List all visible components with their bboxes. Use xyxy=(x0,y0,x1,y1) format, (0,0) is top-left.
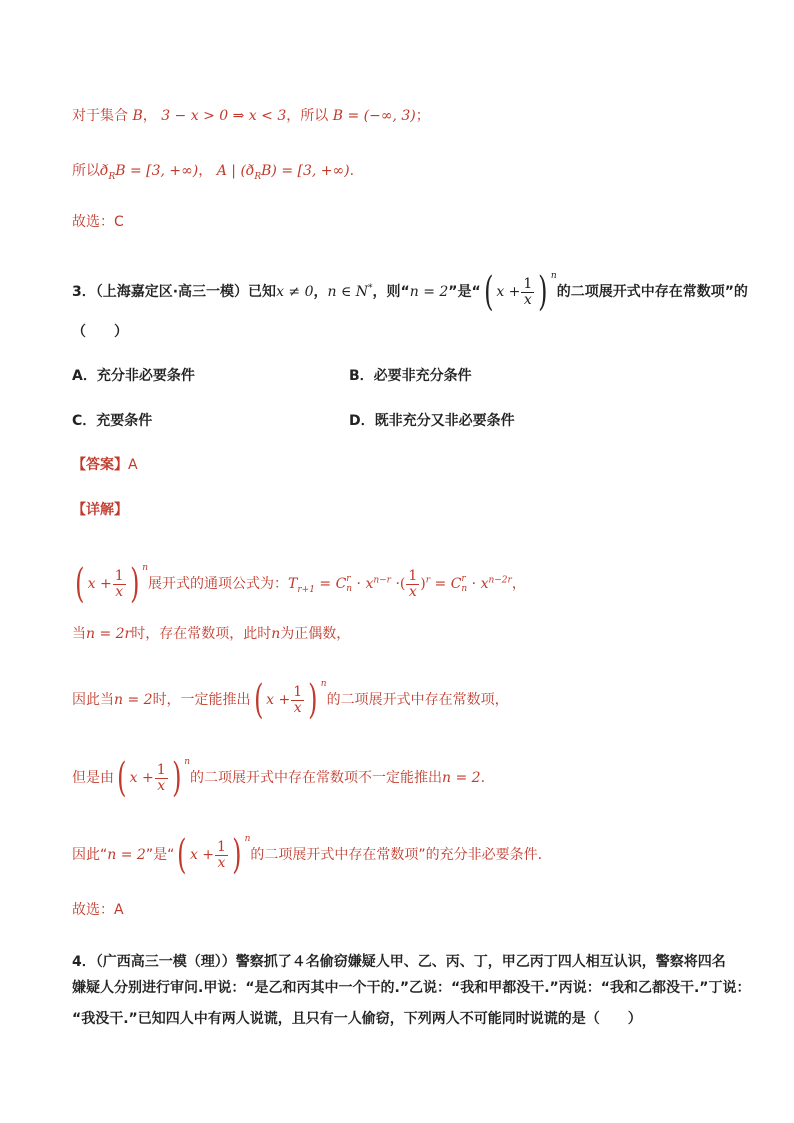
text: 当 xyxy=(72,626,86,642)
numerator: 1 xyxy=(523,275,533,292)
denominator: x xyxy=(115,583,124,600)
text: 展开式的通项公式为： xyxy=(148,576,289,592)
intro-choice: 故选：C xyxy=(72,214,124,230)
c-indices xyxy=(461,574,467,594)
sup: r xyxy=(425,575,431,586)
fraction xyxy=(406,569,419,600)
text: 所以 xyxy=(72,163,100,179)
math: n ∈ N xyxy=(327,284,369,300)
math: B = [3, +∞) xyxy=(115,163,199,179)
text: ， xyxy=(313,284,328,300)
left-paren: ( xyxy=(253,677,264,723)
text: 对于集合 xyxy=(72,108,128,124)
text: ”是“ xyxy=(448,284,481,300)
denominator: x xyxy=(408,583,417,600)
option-a: A．充分非必要条件 xyxy=(72,368,195,384)
sub: n xyxy=(461,584,468,594)
denominator: x xyxy=(157,777,166,794)
sup: r xyxy=(346,574,351,584)
numerator: 1 xyxy=(156,761,166,778)
math: x + xyxy=(189,847,215,863)
left-paren: ( xyxy=(117,755,127,801)
c-indices xyxy=(346,574,352,594)
q3-choice: 故选：A xyxy=(72,902,124,918)
math-B: B xyxy=(132,108,143,124)
text: . xyxy=(480,770,486,786)
math: x ≠ 0 xyxy=(276,284,314,300)
math: · x xyxy=(471,576,489,592)
numerator: 1 xyxy=(408,567,418,584)
math: · x xyxy=(356,576,374,592)
right-paren: ) xyxy=(538,269,548,315)
numerator: 1 xyxy=(217,838,226,855)
right-paren: ) xyxy=(129,561,140,607)
fraction xyxy=(155,763,168,794)
sub: R xyxy=(254,171,262,182)
right-paren: ) xyxy=(171,755,182,801)
denominator: x xyxy=(523,291,532,308)
left-paren: ( xyxy=(177,832,187,878)
left-paren: ( xyxy=(483,269,494,315)
q3-blank: （ ） xyxy=(72,324,128,340)
math: = C xyxy=(319,576,347,592)
exponent: n xyxy=(244,834,251,844)
sup: r xyxy=(461,574,466,584)
math: n = 2 xyxy=(442,770,481,786)
text: 因此当 xyxy=(72,692,114,708)
math-result: B = (−∞, 3) xyxy=(332,108,416,124)
answer-value: A xyxy=(128,457,138,473)
math: A | xyxy=(216,163,236,179)
answer-label: 【答案】 xyxy=(72,457,128,473)
left-paren: ( xyxy=(399,576,406,592)
text: ，所以 xyxy=(286,108,329,124)
text: 时，一定能推出 xyxy=(152,692,251,708)
sub: R xyxy=(108,171,116,182)
text: 的二项展开式中存在常数项”的充分非必要条件. xyxy=(250,847,543,863)
right-paren: ) xyxy=(308,677,318,723)
detail-line-2 xyxy=(72,674,509,723)
complement-symbol: (ð xyxy=(240,163,255,179)
intro-line-1: 对于集合 B， 3 − x > 0 ⇒ x < 3，所以 B = (−∞, 3)； xyxy=(72,108,430,124)
text: ， xyxy=(511,576,526,592)
math: x + xyxy=(266,692,291,708)
option-b: B．必要非充分条件 xyxy=(349,368,472,384)
q3-title xyxy=(72,266,748,315)
denominator: x xyxy=(217,854,226,871)
text: 的二项展开式中存在常数项”的 xyxy=(556,284,748,300)
math-inequality: 3 − x > 0 ⇒ x < 3 xyxy=(161,108,287,124)
math: n = 2 xyxy=(114,692,153,708)
math: n = 2r xyxy=(86,626,132,642)
math: · xyxy=(395,576,400,592)
text: ，则“ xyxy=(372,284,410,300)
right-paren: ) xyxy=(232,832,242,878)
fraction xyxy=(291,685,304,716)
answer-line xyxy=(72,455,138,475)
text: 为正偶数， xyxy=(280,626,351,642)
math: n = 2 xyxy=(107,847,146,863)
right-paren: ) xyxy=(420,576,426,592)
sup: * xyxy=(368,283,373,294)
math: n xyxy=(271,626,281,642)
complement-symbol: ð xyxy=(100,163,109,179)
text: 的二项展开式中存在常数项不一定能推出 xyxy=(190,770,443,786)
text: 的二项展开式中存在常数项， xyxy=(326,692,509,708)
q4-line-3: “我没干.”已知四人中有两人说谎，且只有一人偷窃，下列两人不可能同时说谎的是（ ） xyxy=(72,1011,642,1027)
sup: n−r xyxy=(373,575,391,586)
text: ， xyxy=(198,163,213,179)
math: B) = [3, +∞) xyxy=(261,163,350,179)
fraction xyxy=(521,277,534,308)
sub: r+1 xyxy=(297,584,315,595)
text: ； xyxy=(415,108,430,124)
exponent: n xyxy=(142,563,149,573)
exponent: n xyxy=(320,679,327,689)
formula-line xyxy=(72,558,526,607)
fraction xyxy=(113,569,126,600)
sup: n−2r xyxy=(488,575,512,586)
text: 3．（上海嘉定区·高三一模）已知 xyxy=(72,284,277,300)
exponent: n xyxy=(550,271,557,281)
math: = C xyxy=(434,576,462,592)
math: x + xyxy=(129,770,154,786)
q4-line-1: 4．（广西高三一模（理））警察抓了４名偷窃嫌疑人甲、乙、丙、丁，甲乙丙丁四人相互认识，警察将四名 xyxy=(72,954,726,970)
detail-label: 【详解】 xyxy=(72,502,128,518)
math: n = 2 xyxy=(409,284,449,300)
math: x + xyxy=(87,576,112,592)
text: 因此“ xyxy=(72,847,108,863)
option-d: D．既非充分又非必要条件 xyxy=(349,413,515,429)
text: . xyxy=(349,163,355,179)
text: 但是由 xyxy=(72,770,114,786)
exponent: n xyxy=(184,757,191,767)
detail-line-4 xyxy=(72,829,543,878)
option-c: C．充要条件 xyxy=(72,413,153,429)
text: 时，存在常数项，此时 xyxy=(131,626,272,642)
text: ”是“ xyxy=(145,847,175,863)
numerator: 1 xyxy=(293,683,303,700)
fraction xyxy=(215,840,228,871)
detail-line-3 xyxy=(72,752,486,801)
math: T xyxy=(288,576,298,592)
intro-line-2 xyxy=(72,161,354,187)
q4-line-2: 嫌疑人分别进行审问.甲说：“是乙和丙其中一个干的.”乙说：“我和甲都没干.”丙说：“我和乙都没干.”丁说： xyxy=(72,980,751,996)
sub: n xyxy=(346,584,353,594)
math: x + xyxy=(496,284,521,300)
denominator: x xyxy=(293,699,302,716)
detail-line-1 xyxy=(72,624,350,644)
numerator: 1 xyxy=(114,567,124,584)
left-paren: ( xyxy=(75,561,85,607)
